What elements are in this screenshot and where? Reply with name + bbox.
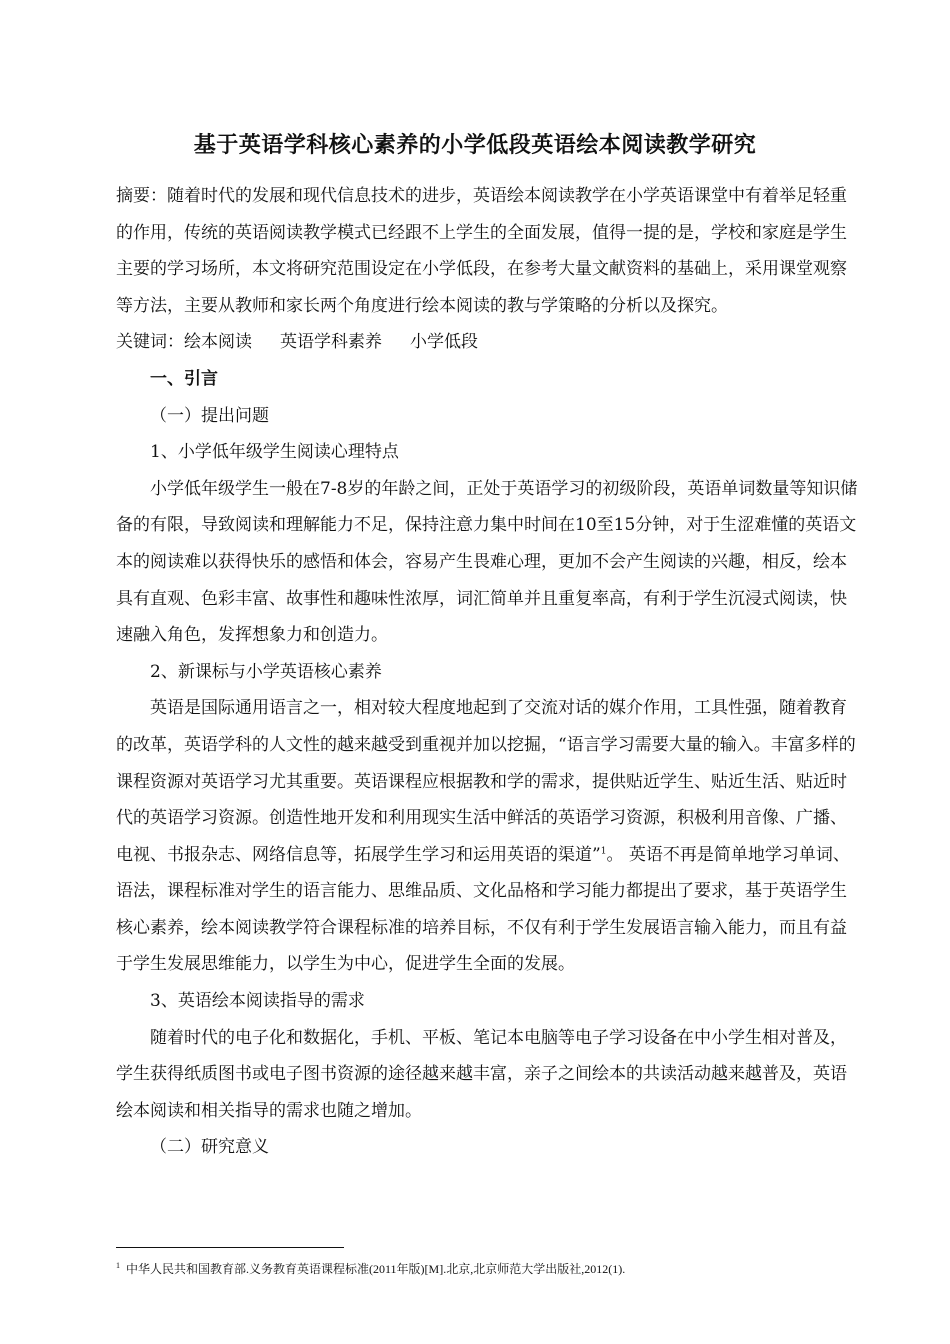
item-heading: 2、新课标与小学英语核心素养 — [150, 661, 382, 682]
document-body — [116, 178, 858, 1166]
keyword: 英语学科素养 — [280, 332, 382, 353]
footnote-reference[interactable]: 1 — [600, 846, 607, 857]
footnote — [116, 1260, 876, 1277]
paragraph-text: 英语是国际通用语言之一，相对较大程度地起到了交流对话的媒介作用，工具性强，随着教育的改革，英语学科的人文性的越来越受到重视并加以挖掘，“语言学习需要大量的输入。丰富多样的课程资源对英语学习尤其重要。英语课程应根据教和学的需求，提供贴近学生、贴近生活、贴近时代的英语学习资源。创造性地开发和利用现实生活中鲜活的英语学习资源，积极利用音像、广播、电视、书报杂志、网络信息等，拓展学生学习和运用英语的渠道” — [116, 698, 856, 865]
document-title: 基于英语学科核心素养的小学低段英语绘本阅读教学研究 — [193, 133, 757, 158]
footnote-separator — [116, 1247, 344, 1248]
item-heading: 1、小学低年级学生阅读心理特点 — [150, 442, 399, 463]
keywords-line — [116, 324, 858, 361]
keyword: 绘本阅读 — [184, 332, 252, 353]
keyword: 小学低段 — [410, 332, 478, 353]
subsection-heading: （二）研究意义 — [150, 1137, 269, 1158]
footnote-mark: 1 — [116, 1261, 120, 1270]
body-paragraph: 随着时代的电子化和数据化，手机、平板、笔记本电脑等电子学习设备在中小学生相对普及，学生获得纸质图书或电子图书资源的途径越来越丰富，亲子之间绘本的共读活动越来越普及，英语绘本阅读和相关指导的需求也随之增加。 — [116, 1027, 847, 1121]
item-heading: 3、英语绘本阅读指导的需求 — [150, 991, 365, 1012]
body-paragraph — [116, 690, 858, 983]
abstract-paragraph: 摘要：随着时代的发展和现代信息技术的进步，英语绘本阅读教学在小学英语课堂中有着举足轻重的作用，传统的英语阅读教学模式已经跟不上学生的全面发展，值得一提的是，学校和家庭是学生主要的学习场所，本文将研究范围设定在小学低段，在参考大量文献资料的基础上，采用课堂观察等方法，主要从教师和家长两个角度进行绘本阅读的教与学策略的分析以及探究。 — [116, 186, 847, 316]
body-paragraph: 小学低年级学生一般在7-8岁的年龄之间，正处于英语学习的初级阶段，英语单词数量等知识储备的有限，导致阅读和理解能力不足，保持注意力集中时间在10至15分钟，对于生涩难懂的英语文本的阅读难以获得快乐的感悟和体会，容易产生畏难心理，更加不会产生阅读的兴趣，相反，绘本具有直观、色彩丰富、故事性和趣味性浓厚，词汇简单并且重复率高，有利于学生沉浸式阅读，快速融入角色，发挥想象力和创造力。 — [116, 478, 858, 646]
subsection-heading: （一）提出问题 — [150, 405, 269, 426]
footnote-text: 中华人民共和国教育部.义务教育英语课程标准(2011年版)[M].北京,北京师范大学出版社,2012(1). — [126, 1262, 626, 1276]
section-heading: 一、引言 — [150, 368, 218, 389]
paragraph-text: 。 英语不再是简单地学习单词、语法，课程标准对学生的语言能力、思维品质、文化品格和学习能力都提出了要求，基于英语学生核心素养，绘本阅读教学符合课程标准的培养目标，不仅有利于学生发展语言输入能力，而且有益于学生发展思维能力，以学生为中心，促进学生全面的发展。 — [116, 844, 850, 975]
keywords-label: 关键词： — [116, 332, 184, 353]
